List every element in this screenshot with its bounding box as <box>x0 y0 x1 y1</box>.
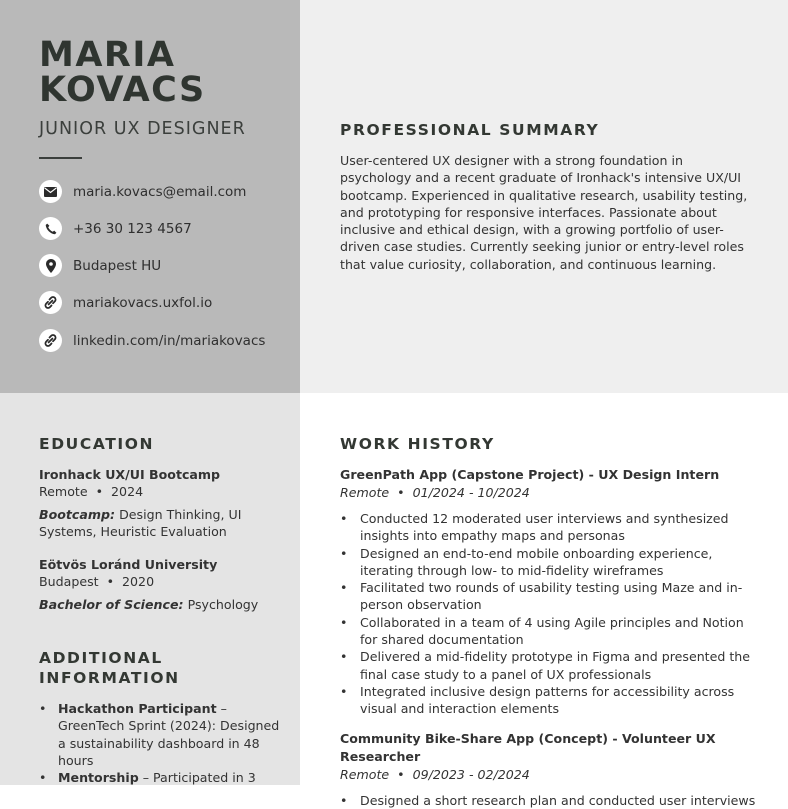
list-item: • Conducted 12 moderated user interviews and synthesized insights into empathy maps and personas <box>340 510 760 545</box>
list-item: • Hackathon Participant – GreenTech Sprint (2024): Designed a sustainability dashboard in 48 hours <box>39 700 289 769</box>
location-pin-icon <box>39 254 62 277</box>
list-item: • Facilitated two rounds of usability testing using Maze and in-person observation <box>340 579 760 614</box>
job-entry <box>340 466 760 718</box>
job-entry-meta: Remote • 01/2024 - 10/2024 <box>340 485 530 500</box>
contact-text: linkedin.com/in/mariakovacs <box>73 332 266 349</box>
summary-text: User-centered UX designer with a strong foundation in psychology and a recent graduate of Ironhack's intensive UX/UI bootcamp. Experienced in qualitative research, usability testing, and prototyping for responsive interfaces. Passionate about inclusive and ethical design, with a growing portfolio of user-driven case studies. Currently seeking junior or entry-level roles that value curiosity, collaboration, and continuous learning. <box>340 153 748 272</box>
contact-email[interactable] <box>39 180 246 203</box>
job-entry-meta: Remote • 09/2023 - 02/2024 <box>340 767 530 782</box>
institution-name: Eötvös Loránd University <box>39 557 218 572</box>
contact-text: mariakovacs.uxfol.io <box>73 294 213 311</box>
job-entry-title: Community Bike-Share App (Concept) - Volunteer UX Researcher <box>340 731 716 764</box>
job-bullets <box>340 792 760 809</box>
list-item: • Mentorship – Participated in 3 <box>39 769 289 786</box>
job-entry-title: GreenPath App (Capstone Project) - UX Design Intern <box>340 467 720 482</box>
list-item: • Delivered a mid-fidelity prototype in Figma and presented the final case study to a panel of UX professionals <box>340 648 760 683</box>
list-item: • Designed a short research plan and conducted user interviews <box>340 792 760 809</box>
education-meta: Budapest • 2020 <box>39 574 155 589</box>
list-item: • Integrated inclusive design patterns for accessibility across visual and interaction elements <box>340 683 760 718</box>
contact-location <box>39 254 161 277</box>
job-bullets <box>340 510 760 718</box>
divider <box>39 157 82 159</box>
contact-linkedin[interactable] <box>39 329 265 352</box>
summary-heading: PROFESSIONAL SUMMARY <box>340 121 600 139</box>
link-icon <box>39 291 62 314</box>
contact-portfolio[interactable] <box>39 291 212 314</box>
first-name: MARIA <box>39 35 176 75</box>
last-name: KOVACS <box>39 70 206 110</box>
education-item <box>39 466 279 540</box>
phone-icon <box>39 217 62 240</box>
work-history-heading: WORK HISTORY <box>340 435 495 453</box>
email-icon <box>39 180 62 203</box>
education-heading: EDUCATION <box>39 435 155 453</box>
job-title: JUNIOR UX DESIGNER <box>39 119 246 139</box>
contact-text: maria.kovacs@email.com <box>73 183 247 200</box>
additional-info-heading: ADDITIONAL INFORMATION <box>39 649 180 687</box>
list-item: • Designed an end-to-end mobile onboarding experience, iterating through low- to mid-fidelity wireframes <box>340 545 760 580</box>
degree: Bootcamp: Design Thinking, UI Systems, Heuristic Evaluation <box>39 507 242 539</box>
education-meta: Remote • 2024 <box>39 484 144 499</box>
degree: Bachelor of Science: Psychology <box>39 597 259 612</box>
job-entry <box>340 730 760 809</box>
institution-name: Ironhack UX/UI Bootcamp <box>39 467 221 482</box>
contact-phone[interactable] <box>39 217 192 240</box>
candidate-name <box>39 35 206 110</box>
list-item: • Collaborated in a team of 4 using Agile principles and Notion for shared documentation <box>340 614 760 649</box>
link-icon <box>39 329 62 352</box>
education-item <box>39 556 279 613</box>
additional-info-list <box>39 700 289 786</box>
contact-text: Budapest HU <box>73 257 162 274</box>
contact-text: +36 30 123 4567 <box>73 220 192 237</box>
